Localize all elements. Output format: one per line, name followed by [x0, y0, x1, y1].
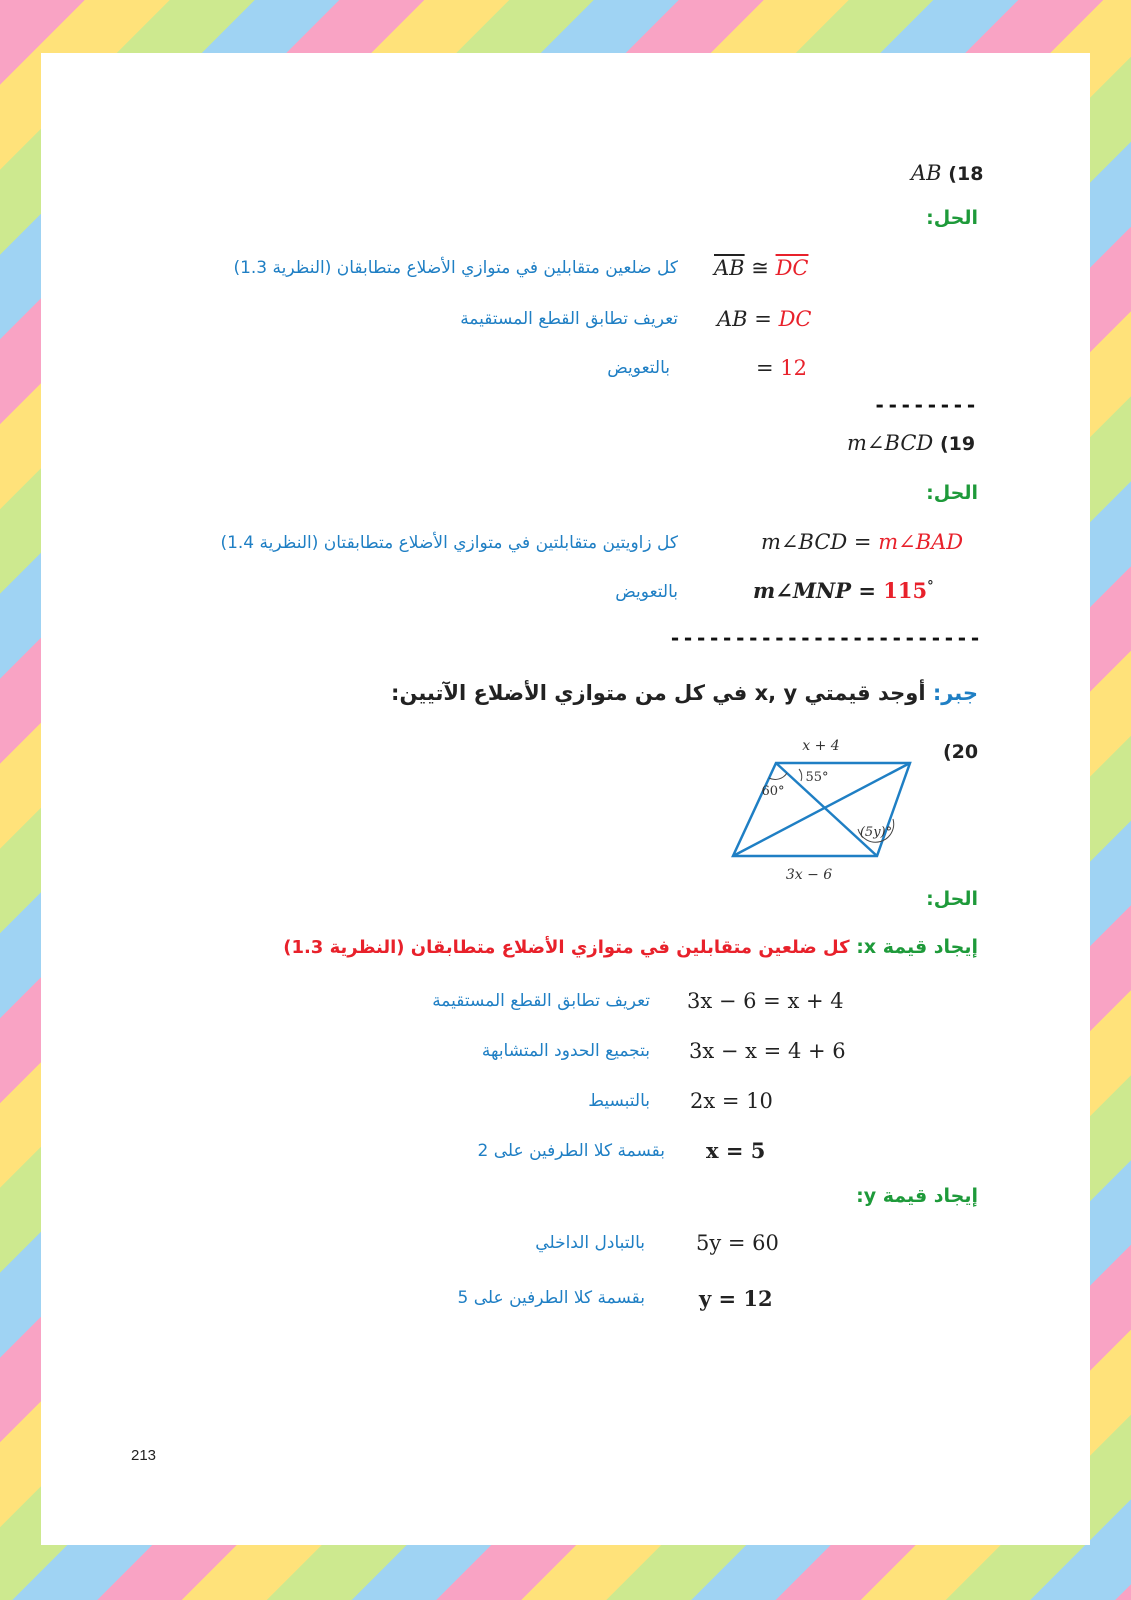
separator-short: -------- [873, 393, 978, 417]
q20-number: (20 [943, 741, 979, 763]
q19-number: (19 [939, 433, 976, 455]
angle-55-label: 55° [805, 770, 829, 785]
x-step4-reason: بقسمة كلا الطرفين على 2 [477, 1141, 665, 1161]
q18-step3-statement [756, 356, 807, 380]
algebra-label: جبر: [932, 681, 978, 705]
q19-step2-left: m∠MNP [753, 578, 852, 603]
q19-step1-equals: = [847, 530, 879, 554]
degree-symbol: ° [927, 579, 934, 594]
angle-60-label: 60° [761, 784, 785, 799]
q18-solution-label: الحل: [926, 207, 978, 229]
q18-step2-right: DC [778, 307, 812, 331]
x-step1-eq: 3x − 6 = x + 4 [687, 989, 844, 1013]
q18-number: (18 [948, 163, 984, 185]
q18-step2-reason: تعريف تطابق القطع المستقيمة [460, 309, 678, 329]
q18-header [911, 161, 983, 185]
q20-solution-label: الحل: [926, 888, 978, 910]
q19-step1-reason: كل زاويتين متقابلتين في متوازي الأضلاع متطابقتان (النظرية 1.4) [220, 533, 678, 553]
q19-solution-label: الحل: [926, 482, 978, 504]
q18-step2-equals: = [747, 307, 779, 331]
algebra-instruction: أوجد قيمتي x, y في كل من متوازي الأضلاع الآتيين: [391, 681, 926, 705]
parallelogram-figure [721, 729, 921, 879]
q19-step1-statement [761, 530, 963, 554]
q19-step2-value: 115 [883, 578, 928, 603]
bottom-side-label: 3x − 6 [785, 867, 833, 879]
angle-arc-55 [799, 769, 802, 781]
y-step1-reason: بالتبادل الداخلي [535, 1233, 645, 1253]
x-step2-eq: 3x − x = 4 + 6 [689, 1039, 846, 1063]
separator-long: ------------------------ [669, 626, 982, 650]
find-y-label: إيجاد قيمة y: [856, 1185, 978, 1207]
q18-step3-value: 12 [780, 356, 808, 380]
find-x-row [283, 936, 978, 958]
x-step3-reason: بالتبسيط [588, 1091, 650, 1111]
q19-label: m∠BCD [847, 431, 934, 455]
top-side-label: x + 4 [802, 738, 840, 754]
algebra-instruction-row [391, 681, 978, 705]
y-step1-eq: 5y = 60 [696, 1231, 779, 1255]
q19-header [847, 431, 975, 455]
q19-step2-reason: بالتعويض [615, 582, 678, 602]
q19-step2-statement [753, 578, 934, 603]
q18-label: AB [911, 161, 942, 185]
q19-step1-left: m∠BCD [761, 530, 848, 554]
q18-step3-reason: بالتعويض [607, 358, 670, 378]
q18-step2-statement [717, 307, 811, 331]
angle-5y-label: (5y)° [859, 825, 893, 840]
x-step2-reason: بتجميع الحدود المتشابهة [481, 1041, 650, 1061]
y-step2-eq: y = 12 [699, 1286, 773, 1311]
q18-step3-equals: = [756, 356, 781, 380]
segment-dc: $\overline{DC}$ [775, 256, 809, 280]
worksheet-page [41, 53, 1090, 1545]
find-x-theorem: كل ضلعين متقابلين في متوازي الأضلاع متطابقان (النظرية 1.3) [283, 937, 850, 958]
q18-step1-reason: كل ضلعين متقابلين في متوازي الأضلاع متطابقان (النظرية 1.3) [233, 258, 678, 278]
q19-step1-right: m∠BAD [878, 530, 964, 554]
congruent-symbol: ≅ [744, 256, 776, 280]
q18-step1-statement [714, 256, 808, 280]
segment-ab: $\overline{AB}$ [714, 256, 745, 280]
x-step4-eq: x = 5 [706, 1138, 766, 1163]
x-step1-reason: تعريف تطابق القطع المستقيمة [432, 991, 650, 1011]
y-step2-reason: بقسمة كلا الطرفين على 5 [457, 1288, 645, 1308]
x-step3-eq: 2x = 10 [690, 1089, 773, 1113]
page-number: 213 [131, 1447, 157, 1464]
q19-step2-equals: = [851, 578, 884, 603]
find-x-label: إيجاد قيمة x: [856, 936, 978, 958]
q18-step2-left: AB [717, 307, 748, 331]
